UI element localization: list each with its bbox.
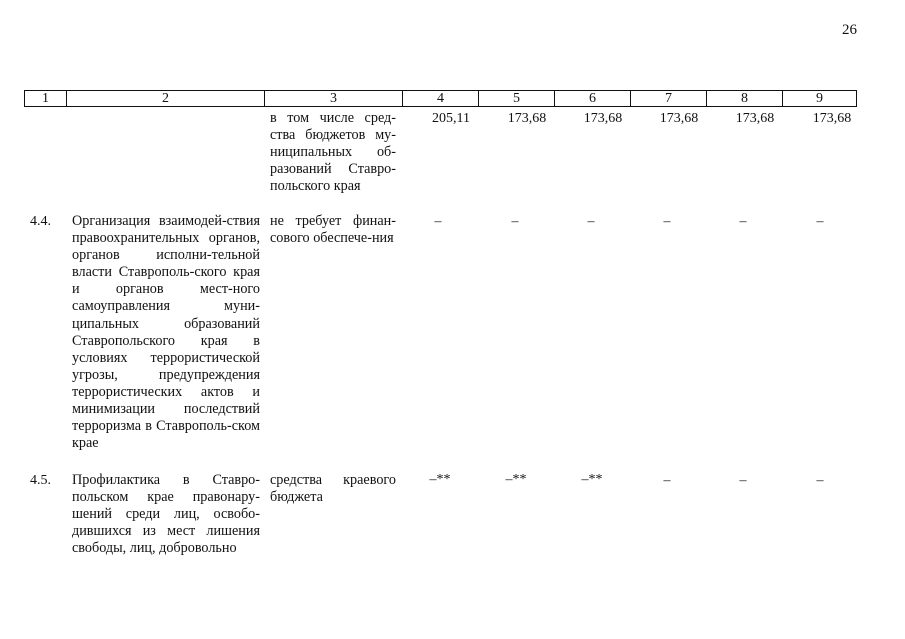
funding-source: в том числе сред-ства бюджетов му-ниципальных об-разований Ставро-польского края (270, 110, 396, 195)
value-col-5: – (511, 214, 519, 229)
funding-source: средства краевого бюджета (270, 472, 396, 506)
value-col-7: – (663, 473, 671, 488)
value-col-5: –** (505, 472, 527, 487)
measure-description: Профилактика в Ставро-польском крае правонару-шений среди лиц, освобо-дившихся из мест лишения свободы, лиц, добровольно (72, 472, 260, 557)
row-number: 4.4. (30, 214, 51, 229)
value-col-6: – (587, 214, 595, 229)
value-col-4: 205,11 (432, 111, 470, 126)
value-col-4: – (434, 214, 442, 229)
header-col-6: 6 (555, 91, 631, 106)
value-col-9: 173,68 (812, 111, 852, 126)
value-col-7: – (663, 214, 671, 229)
row-number: 4.5. (30, 473, 51, 488)
value-col-8: 173,68 (735, 111, 775, 126)
header-col-4: 4 (403, 91, 479, 106)
funding-source: не требует финан-сового обеспече-ния (270, 213, 396, 247)
table-header-row (24, 90, 857, 107)
measure-description: Организация взаимодей-ствия правоохранительных органов, органов исполни-тельной власти Ставрополь-ского края и органов мест-ного самоуправления муни-ципальных образований Ставропольского края в условиях террористической угрозы, предупреждения террористических актов и минимизации последствий терроризма в Ставрополь-ском крае (72, 213, 260, 452)
value-col-8: – (739, 214, 747, 229)
header-col-2: 2 (67, 91, 265, 106)
header-col-9: 9 (816, 91, 823, 106)
value-col-6: 173,68 (583, 111, 623, 126)
value-col-8: – (739, 473, 747, 488)
value-col-7: 173,68 (659, 111, 699, 126)
page-number: 26 (842, 22, 857, 38)
value-col-4: –** (429, 472, 451, 487)
header-col-5: 5 (479, 91, 555, 106)
header-col-7: 7 (631, 91, 707, 106)
value-col-5: 173,68 (507, 111, 547, 126)
value-col-9: – (816, 214, 824, 229)
header-col-8: 8 (707, 91, 783, 106)
header-col-3: 3 (265, 91, 403, 106)
header-col-1: 1 (25, 91, 67, 106)
value-col-6: –** (581, 472, 603, 487)
value-col-9: – (816, 473, 824, 488)
